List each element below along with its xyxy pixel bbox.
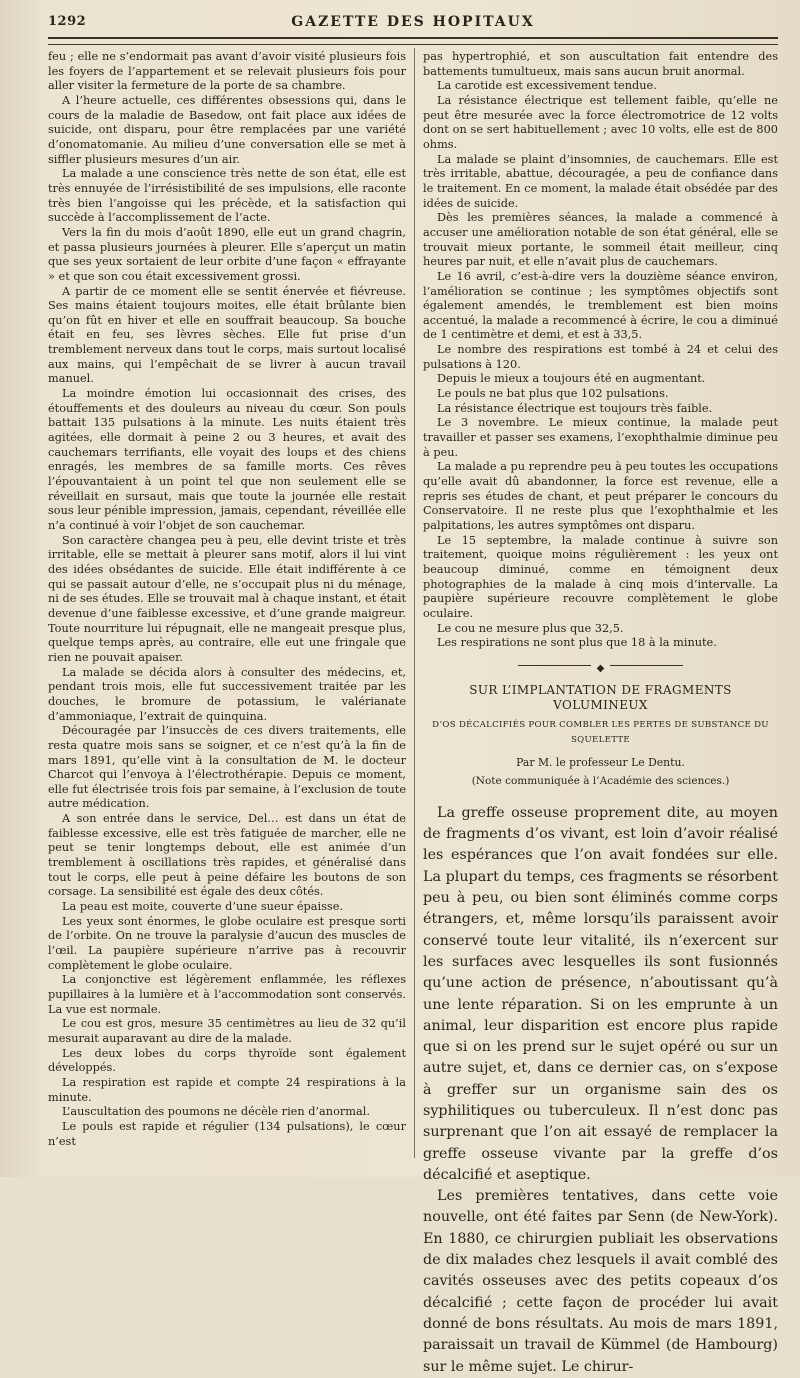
paragraph: La résistance électrique est toujours très faible. bbox=[437, 401, 713, 415]
paragraph: La greffe osseuse proprement dite, au moyen de fragments d’os vivant, est loin d’avoir réalisé les espérances que l’on avait fondées sur elle. La plupart du temps, ces fragments se résorbent peu à peu, ou bien sont éliminés comme corps étrangers, et, même lorsqu’ils paraissent avoir conservé toute leur vitalité, ils n’exercent sur les surfaces avec lesquelles ils sont fusionnés qu’une action de présence, n’aboutissant qu’à une lente réparation. Si on les emprunte à un animal, leur disparition est encore plus rapide que si on les prend sur le sujet opéré ou sur un autre sujet, et, dans ce dernier cas, on s’expose à greffer sur un organisme sain des os syphilitiques ou tuberculeux. Il n’est donc pas surprenant que l’on ait essayé de remplacer la greffe osseuse vivante par la greffe d’os décalcifié et aseptique. bbox=[423, 804, 778, 1183]
right-column bbox=[423, 50, 778, 1378]
paragraph: A l’heure actuelle, ces différentes obsessions qui, dans le cours de la maladie de Basedow, ont fait place aux idées de suicide, ont disparu, pour être remplacées par une variété d’onomatomanie. Au milieu d’une conversation elle se met à siffler plusieurs mesures d’un air. bbox=[48, 93, 406, 166]
paragraph: Son caractère changea peu à peu, elle devint triste et très irritable, elle se mettait à pleurer sans motif, alors il lui vint des idées obsédantes de suicide. Elle était indifférente à ce qui se passait autour d’elle, ne s’occupait plus ni du ménage, ni de ses études. Elle se trouvait mal à chaque instant, et était devenue d’une faiblesse excessive, et d’une grande maigreur. Toute nourriture lui répugnait, elle ne mangeait presque plus, quelque temps après, au contraire, elle eut une fringale que rien ne pouvait apaiser. bbox=[48, 533, 406, 664]
paragraph: feu ; elle ne s’endormait pas avant d’avoir visité plusieurs fois les foyers de l’appartement et se relevait plusieurs fois pour aller visiter la fermeture de la porte de sa chambre. bbox=[48, 50, 406, 93]
paragraph: La malade a pu reprendre peu à peu toutes les occupations qu’elle avait dû abandonner, la force est revenue, elle a repris ses études de chant, et peut préparer le concours du Conservatoire. Il ne reste plus que l’exophthalmie et les palpitations, les autres symptômes ont disparu. bbox=[423, 460, 778, 532]
page-header bbox=[48, 10, 778, 36]
paragraph: pas hypertrophié, et son auscultation fait entendre des battements tumultueux, mais sans aucun bruit anormal. bbox=[423, 50, 778, 78]
paragraph: Le nombre des respirations est tombé à 24 et celui des pulsations à 120. bbox=[423, 343, 778, 371]
paragraph: Le pouls ne bat plus que 102 pulsations. bbox=[437, 387, 669, 401]
paragraph: La malade se plaint d’insomnies, de cauchemars. Elle est très irritable, abattue, découragée, a peu de confiance dans le traitement. En ce moment, la malade était obsédée par des idées de suicide. bbox=[423, 152, 778, 210]
separator-ornament: ◆ bbox=[591, 663, 611, 674]
paragraph: La malade se décida alors à consulter des médecins, et, pendant trois mois, elle fut successivement traitée par les douches, le bromure de potassium, le valérianate d’ammoniaque, l’extrait de quinquina. bbox=[48, 665, 406, 723]
paragraph: A partir de ce moment elle se sentit énervée et fiévreuse. Ses mains étaient toujours moites, elle était brûlante bien qu’on fût en hiver et elle en souffrait beaucoup. Sa bouche était en feu, ses lèvres sèches. Elle fut prise d’un tremblement nerveux dans tout le corps, mais surtout localisé aux mains, qui l’empêchait de se livrer à aucun travail manuel. bbox=[48, 284, 406, 386]
paragraph: Le pouls est rapide et régulier (134 pulsations), le cœur n’est bbox=[48, 1119, 406, 1148]
page-number: 1292 bbox=[48, 14, 87, 29]
header-rule bbox=[48, 37, 778, 45]
paragraph: La carotide est excessivement tendue. bbox=[437, 79, 657, 93]
paragraph: Le 16 avril, c’est-à-dire vers la douzième séance environ, l’amélioration se continue ; les symptômes objectifs sont également amendés, le tremblement est bien moins accentué, la malade a recommencé à écrire, le cou a diminué de 1 centimètre et demi, et est à 33,5. bbox=[423, 269, 778, 342]
section-separator bbox=[423, 661, 778, 674]
paragraph: La conjonctive est légèrement enflammée, les réflexes pupillaires à la lumière et à l’accommodation sont conservés. La vue est normale. bbox=[48, 973, 406, 1016]
paragraph: Vers la fin du mois d’août 1890, elle eut un grand chagrin, et passa plusieurs journées à pleurer. Elle s’aperçut un matin que ses yeux sortaient de leur orbite d’une façon « effrayante » et que son cou était excessivement grossi. bbox=[48, 225, 406, 283]
article-author: Par M. le professeur Le Dentu. bbox=[516, 755, 685, 769]
article-subtitle: D’OS DÉCALCIFIÉS POUR COMBLER LES PERTES DE SUBSTANCE DU SQUELETTE bbox=[432, 720, 769, 745]
paragraph: L’auscultation des poumons ne décèle rien d’anormal. bbox=[62, 1105, 370, 1119]
paragraph: Le 3 novembre. Le mieux continue, la malade peut travailler et passer ses examens, l’exophthalmie diminue peu à peu. bbox=[423, 416, 778, 459]
left-column bbox=[48, 50, 406, 1149]
paragraph: La malade a une conscience très nette de son état, elle est très ennuyée de l’irrésistibilité de ses impulsions, elle raconte très bien l’angoisse qui les précède, et la satisfaction qui succède à l’accomplissement de l’acte. bbox=[48, 167, 406, 225]
paragraph: La résistance électrique est tellement faible, qu’elle ne peut être mesurée avec la force électromotrice de 12 volts dont on se sert habituellement ; avec 10 volts, elle est de 800 ohms. bbox=[423, 93, 778, 151]
article-body bbox=[423, 803, 778, 1378]
paragraph: La moindre émotion lui occasionnait des crises, des étouffements et des douleurs au niveau du cœur. Son pouls battait 135 pulsations à la minute. Les nuits étaient très agitées, elle dormait à peine 2 ou 3 heures, et avait des cauchemars terrifiants, elle voyait des loups et des chiens enragés, les membres de sa famille morts. Ces rêves l’épouvantaient à un point tel que non seulement elle se réveillait en sursaut, mais que toute la journée elle restait sous leur pénible impression, jamais, cependant, réveillée elle n’a continué à voir l’objet de son cauchemar. bbox=[48, 387, 406, 532]
paragraph: Dès les premières séances, la malade a commencé à accuser une amélioration notable de son état général, elle se trouvait mieux portante, le sommeil était meilleur, cinq heures par nuit, et elle n’avait plus de cauchemars. bbox=[423, 211, 778, 269]
journal-title: GAZETTE DES HOPITAUX bbox=[291, 14, 535, 30]
paragraph: Le 15 septembre, la malade continue à suivre son traitement, quoique moins régulièrement : les yeux ont beaucoup diminué, comme en témoignent deux photographies de la malade à cinq mois d’intervalle. La paupière supérieure recouvre complètement le globe oculaire. bbox=[423, 533, 778, 620]
article-note: (Note communiquée à l’Académie des sciences.) bbox=[471, 775, 730, 788]
paragraph: La peau est moite, couverte d’une sueur épaisse. bbox=[62, 900, 343, 914]
paragraph: A son entrée dans le service, Del… est dans un état de faiblesse excessive, elle est très fatiguée de marcher, elle ne peut se tenir longtemps debout, elle est animée d’un tremblement à oscillations très rapides, et généralisé dans tout le corps, elle peut à peine défaire les boutons de son corsage. La sensibilité est égale des deux côtés. bbox=[48, 812, 406, 899]
paragraph: Les premières tentatives, dans cette voie nouvelle, ont été faites par Senn (de New-York). En 1880, ce chirurgien publiait les observations de dix malades chez lesquels il avait comblé des cavités osseuses avec des petits copeaux d’os décalcifié ; cette façon de procéder lui avait donné de bons résultats. Au mois de mars 1891, paraissait un travail de Kümmel (de Hambourg) sur le même sujet. Le chirur- bbox=[423, 1188, 778, 1375]
paragraph: La respiration est rapide et compte 24 respirations à la minute. bbox=[48, 1075, 406, 1104]
article-title: SUR L’IMPLANTATION DE FRAGMENTS VOLUMINEUX bbox=[469, 682, 732, 712]
paragraph: Le cou est gros, mesure 35 centimètres au lieu de 32 qu’il mesurait auparavant au dire de la malade. bbox=[48, 1017, 406, 1045]
column-divider bbox=[414, 48, 415, 1158]
paragraph: Les respirations ne sont plus que 18 à la minute. bbox=[437, 636, 717, 650]
paragraph: Depuis le mieux a toujours été en augmentant. bbox=[437, 372, 706, 386]
paragraph: Le cou ne mesure plus que 32,5. bbox=[437, 621, 624, 635]
paragraph: Découragée par l’insuccès de ces divers traitements, elle resta quatre mois sans se soigner, et ce n’est qu’à la fin de mars 1891, qu’elle vint à la consultation de M. le docteur Charcot qui l’envoya à l’électrothérapie. Depuis ce moment, elle fut électrisée trois fois par semaine, à l’exclusion de toute autre médication. bbox=[48, 724, 406, 811]
paragraph: Les deux lobes du corps thyroïde sont également développés. bbox=[48, 1046, 406, 1075]
paragraph: Les yeux sont énormes, le globe oculaire est presque sorti de l’orbite. On ne trouve la paralysie d’aucun des muscles de l’œil. La paupière supérieure n’arrive pas à recouvrir complètement le globe oculaire. bbox=[48, 914, 406, 972]
